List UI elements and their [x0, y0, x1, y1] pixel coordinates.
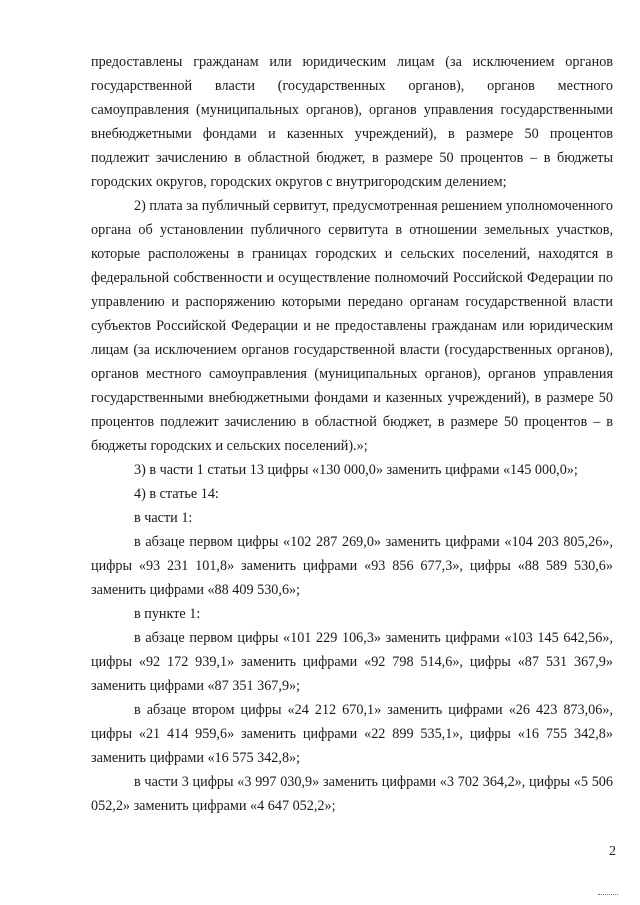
paragraph-first-clause: в абзаце первом цифры «102 287 269,0» заменить цифрами «104 203 805,26», цифры «93 231 101,8» заменить цифрами «93 856 677,3», цифры «88 589 530,6» заменить цифрами «88 409 530,6»; [91, 534, 613, 598]
paragraph-item-2: 2) плата за публичный сервитут, предусмотренная решением уполномоченного органа об установлении публичного сервитута в отношении земельных участков, которые расположены в границах городских и сельских поселений, находятся в федеральной собственности и осуществление полномочий Российской Федерации по управлению и распоряжению которыми передано органам государственной власти субъектов Российской Федерации и не предоставлены гражданам или юридическим лицам (за исключением органов государственной власти (государственных органов), органов местного самоуправления (муниципальных органов), органов управления государственными внебюджетными фондами и казенных учреждений), в размере 50 процентов подлежит зачислению в областной бюджет, в размере 50 процентов – в бюджеты городских и сельских поселений).»; [91, 198, 613, 454]
paragraph-point-1-first-clause: в абзаце первом цифры «101 229 106,3» заменить цифрами «103 145 642,56», цифры «92 172 939,1» заменить цифрами «92 798 514,6», цифры «87 531 367,9» заменить цифрами «87 351 367,9»; [91, 630, 613, 694]
document-body [91, 50, 613, 818]
paragraph-item-4: 4) в статье 14: [134, 486, 219, 502]
paragraph-item-3: 3) в части 1 статьи 13 цифры «130 000,0» заменить цифрами «145 000,0»; [134, 462, 578, 478]
paragraph-continuation: предоставлены гражданам или юридическим лицам (за исключением органов государственной власти (государственных органов), органов местного самоуправления (муниципальных органов), органов управления государственными внебюджетными фондами и казенных учреждений), в размере 50 процентов подлежит зачислению в областной бюджет, в размере 50 процентов – в бюджеты городских округов, городских округов с внутригородским делением; [91, 54, 613, 190]
paragraph-part-1: в части 1: [134, 510, 193, 526]
paragraph-point-1: в пункте 1: [134, 606, 201, 622]
paragraph-part-3: в части 3 цифры «3 997 030,9» заменить цифрами «3 702 364,2», цифры «5 506 052,2» заменить цифрами «4 647 052,2»; [91, 774, 613, 814]
page-number: 2 [609, 844, 616, 859]
paragraph-point-1-second-clause: в абзаце втором цифры «24 212 670,1» заменить цифрами «26 423 873,06», цифры «21 414 959,6» заменить цифрами «22 899 535,1», цифры «16 755 342,8» заменить цифрами «16 575 342,8»; [91, 702, 613, 766]
scan-mark [598, 894, 618, 897]
